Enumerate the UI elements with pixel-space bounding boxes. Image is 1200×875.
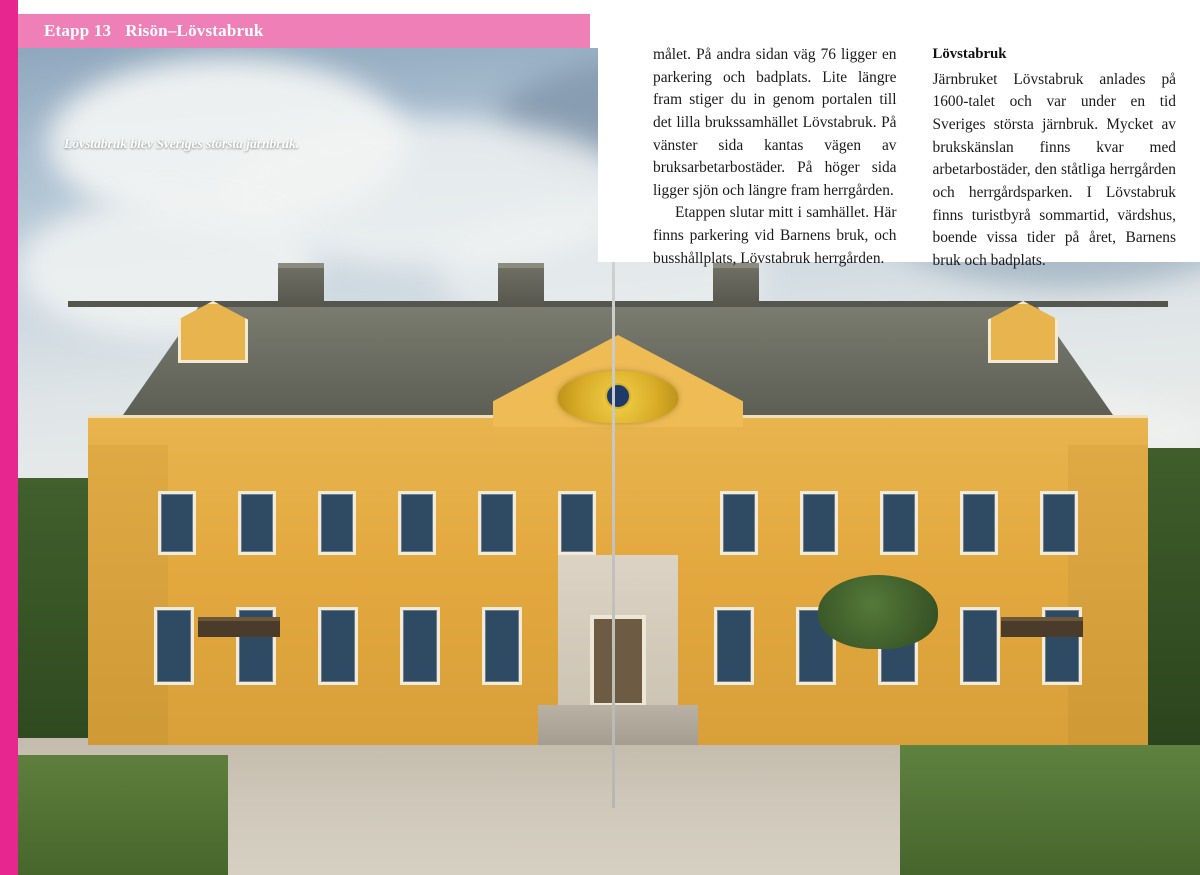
window — [720, 491, 758, 555]
front-door — [590, 615, 646, 707]
body-text-columns — [598, 0, 1200, 269]
chapter-stage-number: Etapp 13 — [44, 21, 112, 40]
shrub — [818, 575, 938, 649]
window — [400, 607, 440, 685]
window — [482, 607, 522, 685]
window — [398, 491, 436, 555]
chimney — [278, 263, 324, 307]
window — [800, 491, 838, 555]
lawn-right — [900, 745, 1200, 875]
park-bench — [198, 617, 280, 637]
clock-icon — [605, 383, 631, 409]
chapter-banner — [18, 14, 590, 48]
window — [880, 491, 918, 555]
page-spine-bar — [0, 0, 18, 875]
paragraph: Järnbruket Lövstabruk anlades på 1600-talet och var under en tid Sveriges största järnbruk. Mycket av brukskänslan finns kvar med arbetarbostäder, den ståtliga herrgården och herrgårdsparken. I Lövstabruk finns turistbyrå sommartid, värdshus, boende vissa tider på året, Barnens bruk och badplats. — [932, 70, 1176, 269]
window — [960, 607, 1000, 685]
roof-ridge — [68, 301, 1168, 307]
manor-building — [58, 275, 1178, 745]
text-column-left — [653, 44, 897, 267]
entrance-stairs — [538, 705, 698, 745]
facade-wing-right — [1068, 445, 1148, 745]
window — [714, 607, 754, 685]
window — [558, 491, 596, 555]
chapter-title: Risön–Lövstabruk — [125, 21, 264, 40]
facade — [88, 415, 1148, 745]
photo-caption: Lövstabruk blev Sveriges största järnbruk. — [64, 136, 300, 151]
window — [318, 607, 358, 685]
paragraph: Etappen slutar mitt i samhället. Här finns parkering vid Barnens bruk, och busshållplats, Lövstabruk herrgården. — [653, 204, 897, 267]
window — [960, 491, 998, 555]
chimney — [498, 263, 544, 307]
window — [154, 607, 194, 685]
facade-wing-left — [88, 445, 168, 745]
lawn-left — [18, 755, 228, 875]
window — [318, 491, 356, 555]
text-column-right — [932, 44, 1177, 269]
window — [478, 491, 516, 555]
chapter-banner-content — [18, 21, 264, 41]
park-bench — [1001, 617, 1083, 637]
window — [1040, 491, 1078, 555]
window — [158, 491, 196, 555]
paragraph: målet. På andra sidan väg 76 ligger en parkering och badplats. Lite längre fram stiger du in genom portalen till det lilla brukssamhället Lövstabruk. På vänster sida kantas vägen av bruksarbetarbostäder. På höger sida ligger sjön och längre fram herrgården. — [653, 46, 897, 199]
section-heading: Lövstabruk — [932, 46, 1007, 62]
window — [238, 491, 276, 555]
